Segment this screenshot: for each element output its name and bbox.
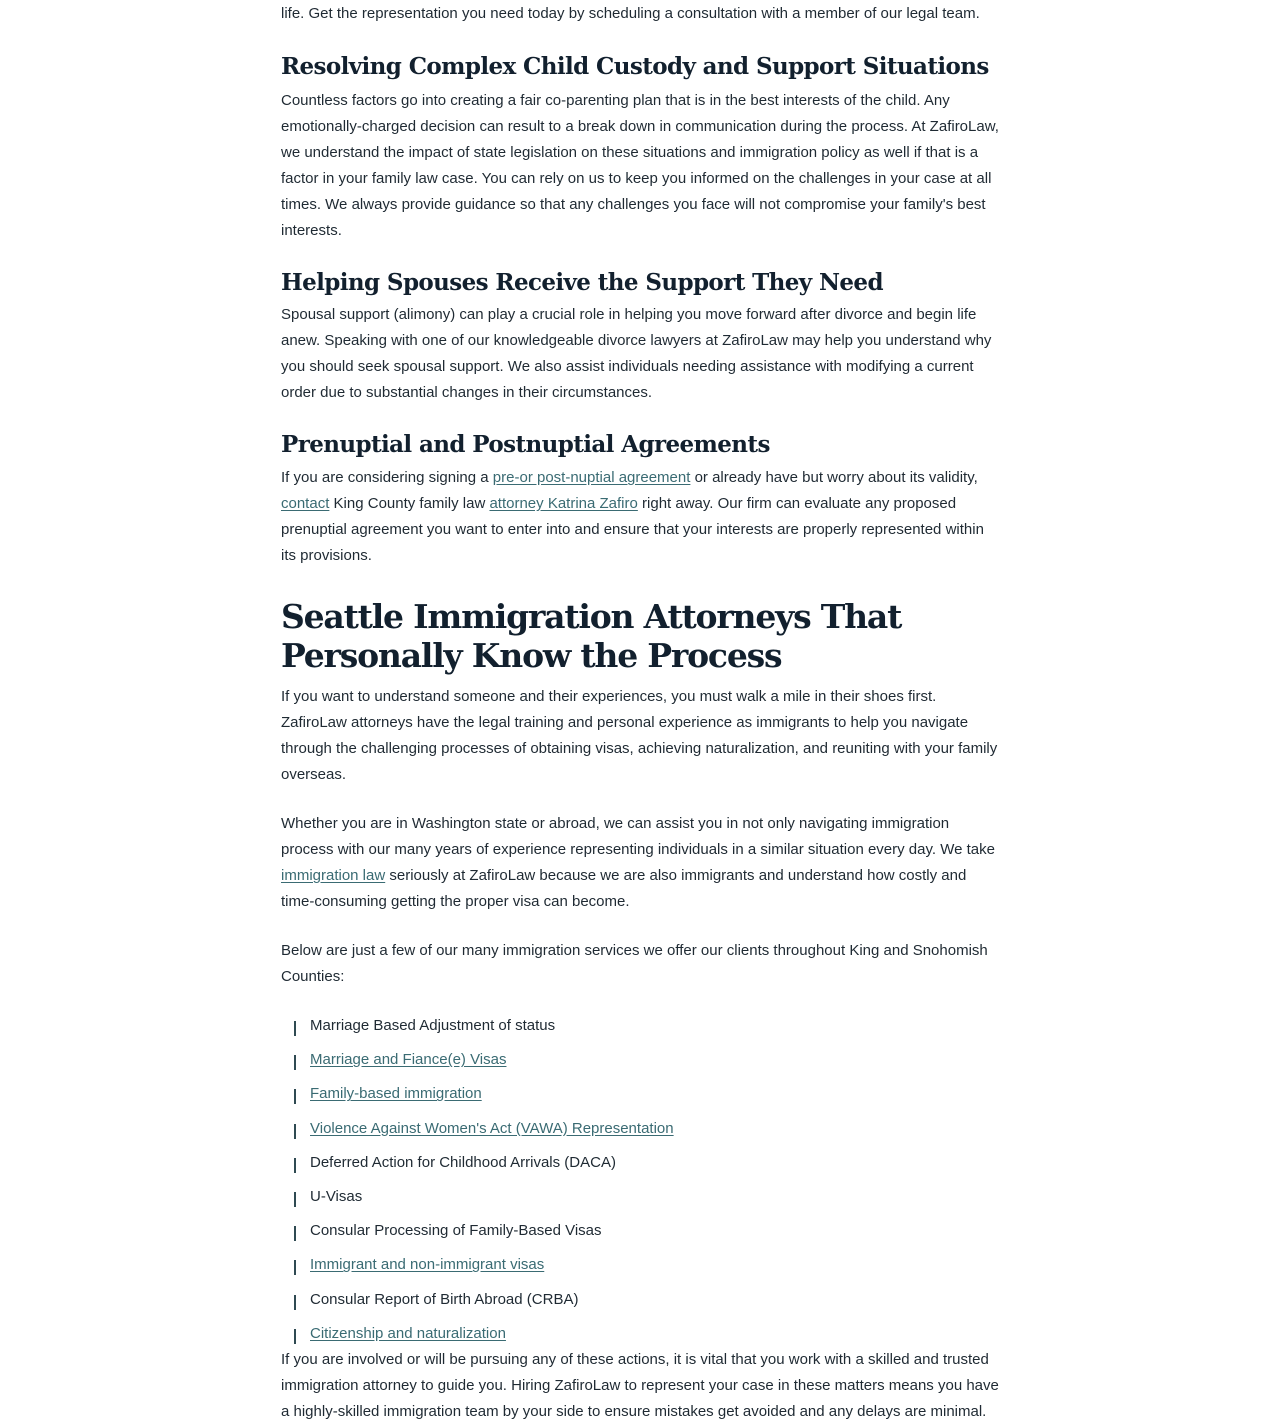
- closing-paragraph: If you are involved or will be pursuing any of these actions, it is vital that you work with a skilled and trusted immigration attorney to guide you. Hiring ZafiroLaw to represent your case in these matters means you have a highly-skilled immigration team by your side to ensure mistakes get avoided and any delays are minimal.: [281, 1350, 999, 1420]
- prenup-text-2: or already have but worry about its validity,: [690, 469, 978, 486]
- immigration-paragraph-2: [281, 811, 1001, 915]
- list-bullet-bar: [294, 1226, 296, 1241]
- prenup-text-4: right away. Our firm can evaluate any proposed prenuptial agreement you want to enter into and ensure that your interests are properly represented within its provisions.: [281, 495, 984, 564]
- service-link[interactable]: Citizenship and naturalization: [310, 1324, 506, 1342]
- immigration-paragraph-2-text-1: Whether you are in Washington state or abroad, we can assist you in not only navigating immigration process with our many years of experience representing individuals in a similar situation every day. We take: [281, 815, 995, 858]
- custody-heading: Resolving Complex Child Custody and Support Situations: [281, 53, 989, 80]
- spousal-support-paragraph: Spousal support (alimony) can play a crucial role in helping you move forward after divorce and begin life anew. Speaking with one of our knowledgeable divorce lawyers at ZafiroLaw may help you understand why you should seek spousal support. We also assist individuals needing assistance with modifying a current order due to substantial changes in their circumstances.: [281, 306, 992, 401]
- service-label: U-Visas: [310, 1187, 363, 1205]
- service-label: Deferred Action for Childhood Arrivals (DACA): [310, 1153, 616, 1171]
- list-item[interactable]: [281, 1116, 1001, 1150]
- article-content: [281, 0, 1001, 1425]
- service-label: Consular Processing of Family-Based Visas: [310, 1222, 602, 1240]
- list-item[interactable]: [281, 1252, 1001, 1286]
- immigration-heading: Seattle Immigration Attorneys That Personally Know the Process: [281, 597, 902, 675]
- prenup-heading: Prenuptial and Postnuptial Agreements: [281, 431, 770, 458]
- list-bullet-bar: [294, 1192, 296, 1207]
- prenup-paragraph: [281, 465, 1001, 569]
- list-item: [281, 1184, 1001, 1218]
- spousal-support-heading: Helping Spouses Receive the Support They Need: [281, 269, 883, 296]
- contact-link[interactable]: contact: [281, 495, 330, 512]
- service-label: Consular Report of Birth Abroad (CRBA): [310, 1290, 579, 1308]
- immigration-law-link[interactable]: immigration law: [281, 867, 386, 884]
- service-link[interactable]: Marriage and Fiance(e) Visas: [310, 1051, 507, 1069]
- list-bullet-bar: [294, 1089, 296, 1104]
- prenup-text-1: If you are considering signing a: [281, 469, 493, 486]
- list-item: [281, 1287, 1001, 1321]
- list-item: [281, 1013, 1001, 1047]
- custody-paragraph: Countless factors go into creating a fair co-parenting plan that is in the best interests of the child. Any emotionally-charged decision can result to a break down in communication during the process. At ZafiroLaw, we understand the impact of state legislation on these situations and immigration policy as well if that is a factor in your family law case. You can rely on us to keep you informed on the challenges in your case at all times. We always provide guidance so that any challenges you face will not compromise your family's best interests.: [281, 92, 999, 239]
- list-bullet-bar: [294, 1055, 296, 1070]
- list-bullet-bar: [294, 1124, 296, 1139]
- service-link[interactable]: Family-based immigration: [310, 1085, 482, 1103]
- immigration-paragraph-1: If you want to understand someone and their experiences, you must walk a mile in their shoes first. ZafiroLaw attorneys have the legal training and personal experience as immigrants to help you navigate through the challenging processes of obtaining visas, achieving naturalization, and reuniting with your family overseas.: [281, 688, 998, 783]
- prenup-text-3: King County family law: [329, 495, 490, 512]
- list-item: [281, 1150, 1001, 1184]
- list-bullet-bar: [294, 1158, 296, 1173]
- list-bullet-bar: [294, 1021, 296, 1036]
- list-bullet-bar: [294, 1260, 296, 1275]
- list-item: [281, 1218, 1001, 1252]
- service-link[interactable]: Immigrant and non-immigrant visas: [310, 1256, 545, 1274]
- service-link[interactable]: Violence Against Women's Act (VAWA) Representation: [310, 1119, 674, 1137]
- nuptial-agreement-link[interactable]: pre-or post-nuptial agreement: [492, 469, 691, 486]
- immigration-paragraph-2-text-2: seriously at ZafiroLaw because we are also immigrants and understand how costly and time-consuming getting the proper visa can become.: [281, 867, 967, 910]
- list-item[interactable]: [281, 1081, 1001, 1115]
- immigration-services-list: [281, 1013, 1001, 1347]
- list-item[interactable]: [281, 1047, 1001, 1081]
- list-item[interactable]: [281, 1321, 1001, 1347]
- intro-paragraph-tail: life. Get the representation you need today by scheduling a consultation with a member of our legal team.: [281, 5, 980, 22]
- attorney-katrina-zafiro-link[interactable]: attorney Katrina Zafiro: [489, 495, 638, 512]
- service-label: Marriage Based Adjustment of status: [310, 1017, 556, 1034]
- list-bullet-bar: [294, 1329, 296, 1344]
- list-bullet-bar: [294, 1295, 296, 1310]
- immigration-paragraph-3: Below are just a few of our many immigration services we offer our clients throughout King and Snohomish Counties:: [281, 942, 988, 985]
